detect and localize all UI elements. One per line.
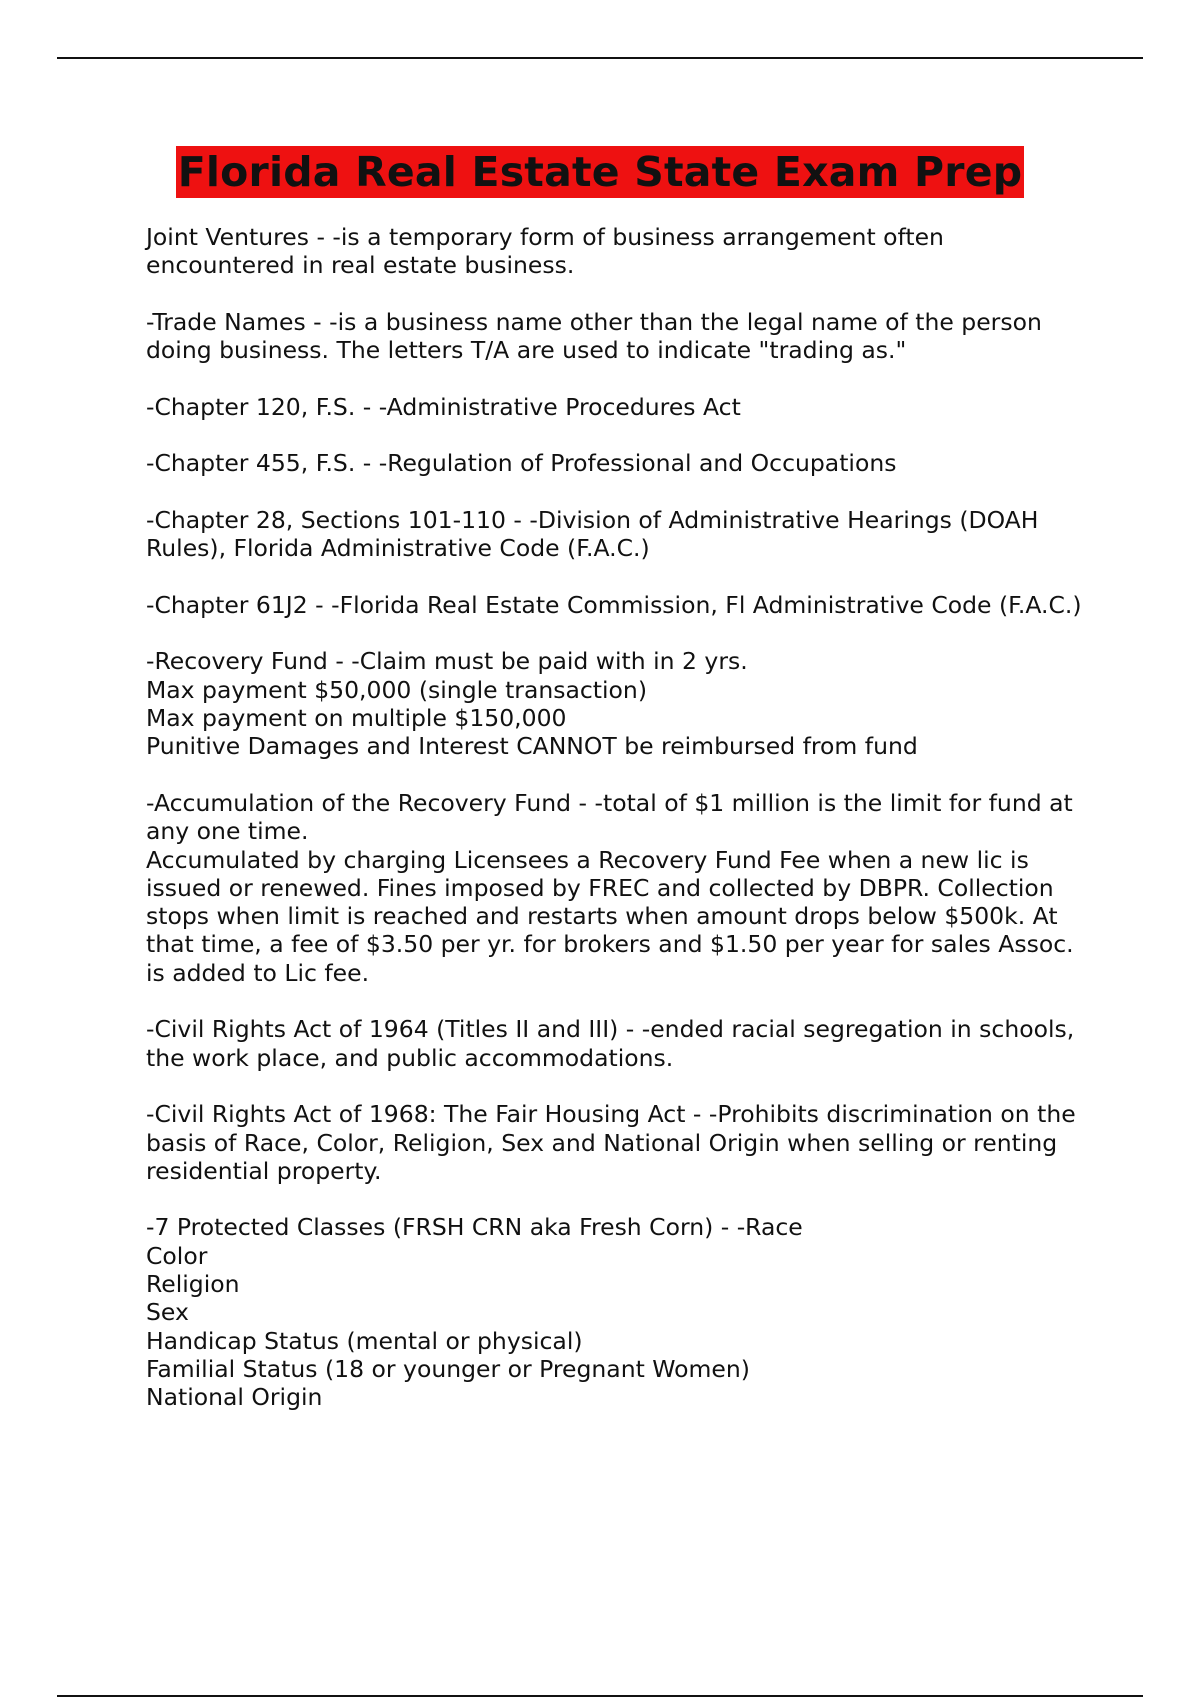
entry-chapter-28: -Chapter 28, Sections 101-110 - -Division of Administrative Hearings (DOAH Rules), Florida Administrative Code (F.A.C.) <box>146 505 1039 563</box>
entry-trade-names: -Trade Names - -is a business name other than the legal name of the person doing business. The letters T/A are used to indicate "trading as." <box>146 307 1042 365</box>
bottom-rule <box>57 1695 1143 1697</box>
document-body <box>146 223 1096 1440</box>
top-rule <box>57 57 1143 59</box>
entry-chapter-61j2: -Chapter 61J2 - -Florida Real Estate Commission, Fl Administrative Code (F.A.C.) <box>146 590 1082 619</box>
page-title: Florida Real Estate State Exam Prep <box>177 148 1023 196</box>
title-container <box>0 146 1200 198</box>
entry-joint-ventures: Joint Ventures - -is a temporary form of business arrangement often encountered in real estate business. <box>146 223 944 280</box>
entry-protected-classes: -7 Protected Classes (FRSH CRN aka Fresh Corn) - -Race Color Religion Sex Handicap Status (mental or physical) Familial Status (18 or younger or Pregnant Women) National Origin <box>146 1213 803 1412</box>
entry-recovery-fund: -Recovery Fund - -Claim must be paid with in 2 yrs. Max payment $50,000 (single transaction) Max payment on multiple $150,000 Punitive Damages and Interest CANNOT be reimbursed from fund <box>146 647 918 761</box>
entry-chapter-120: -Chapter 120, F.S. - -Administrative Procedures Act <box>146 392 741 421</box>
entry-recovery-fund-accumulation: -Accumulation of the Recovery Fund - -total of $1 million is the limit for fund at any one time. Accumulated by charging Licensees a Recovery Fund Fee when a new lic is issued or renewed. Fines imposed by FREC and collected by DBPR. Collection stops when limit is reached and restarts when amount drops below $500k. At that time, a fee of $3.50 per yr. for brokers and $1.50 per year for sales Assoc. is added to Lic fee. <box>146 788 1074 987</box>
entry-civil-rights-1968: -Civil Rights Act of 1968: The Fair Housing Act - -Prohibits discrimination on the basis of Race, Color, Religion, Sex and National Origin when selling or renting residential property. <box>146 1100 1076 1185</box>
entry-chapter-455: -Chapter 455, F.S. - -Regulation of Professional and Occupations <box>146 449 897 478</box>
entry-civil-rights-1964: -Civil Rights Act of 1964 (Titles II and III) - -ended racial segregation in schools, the work place, and public accommodations. <box>146 1015 1075 1072</box>
